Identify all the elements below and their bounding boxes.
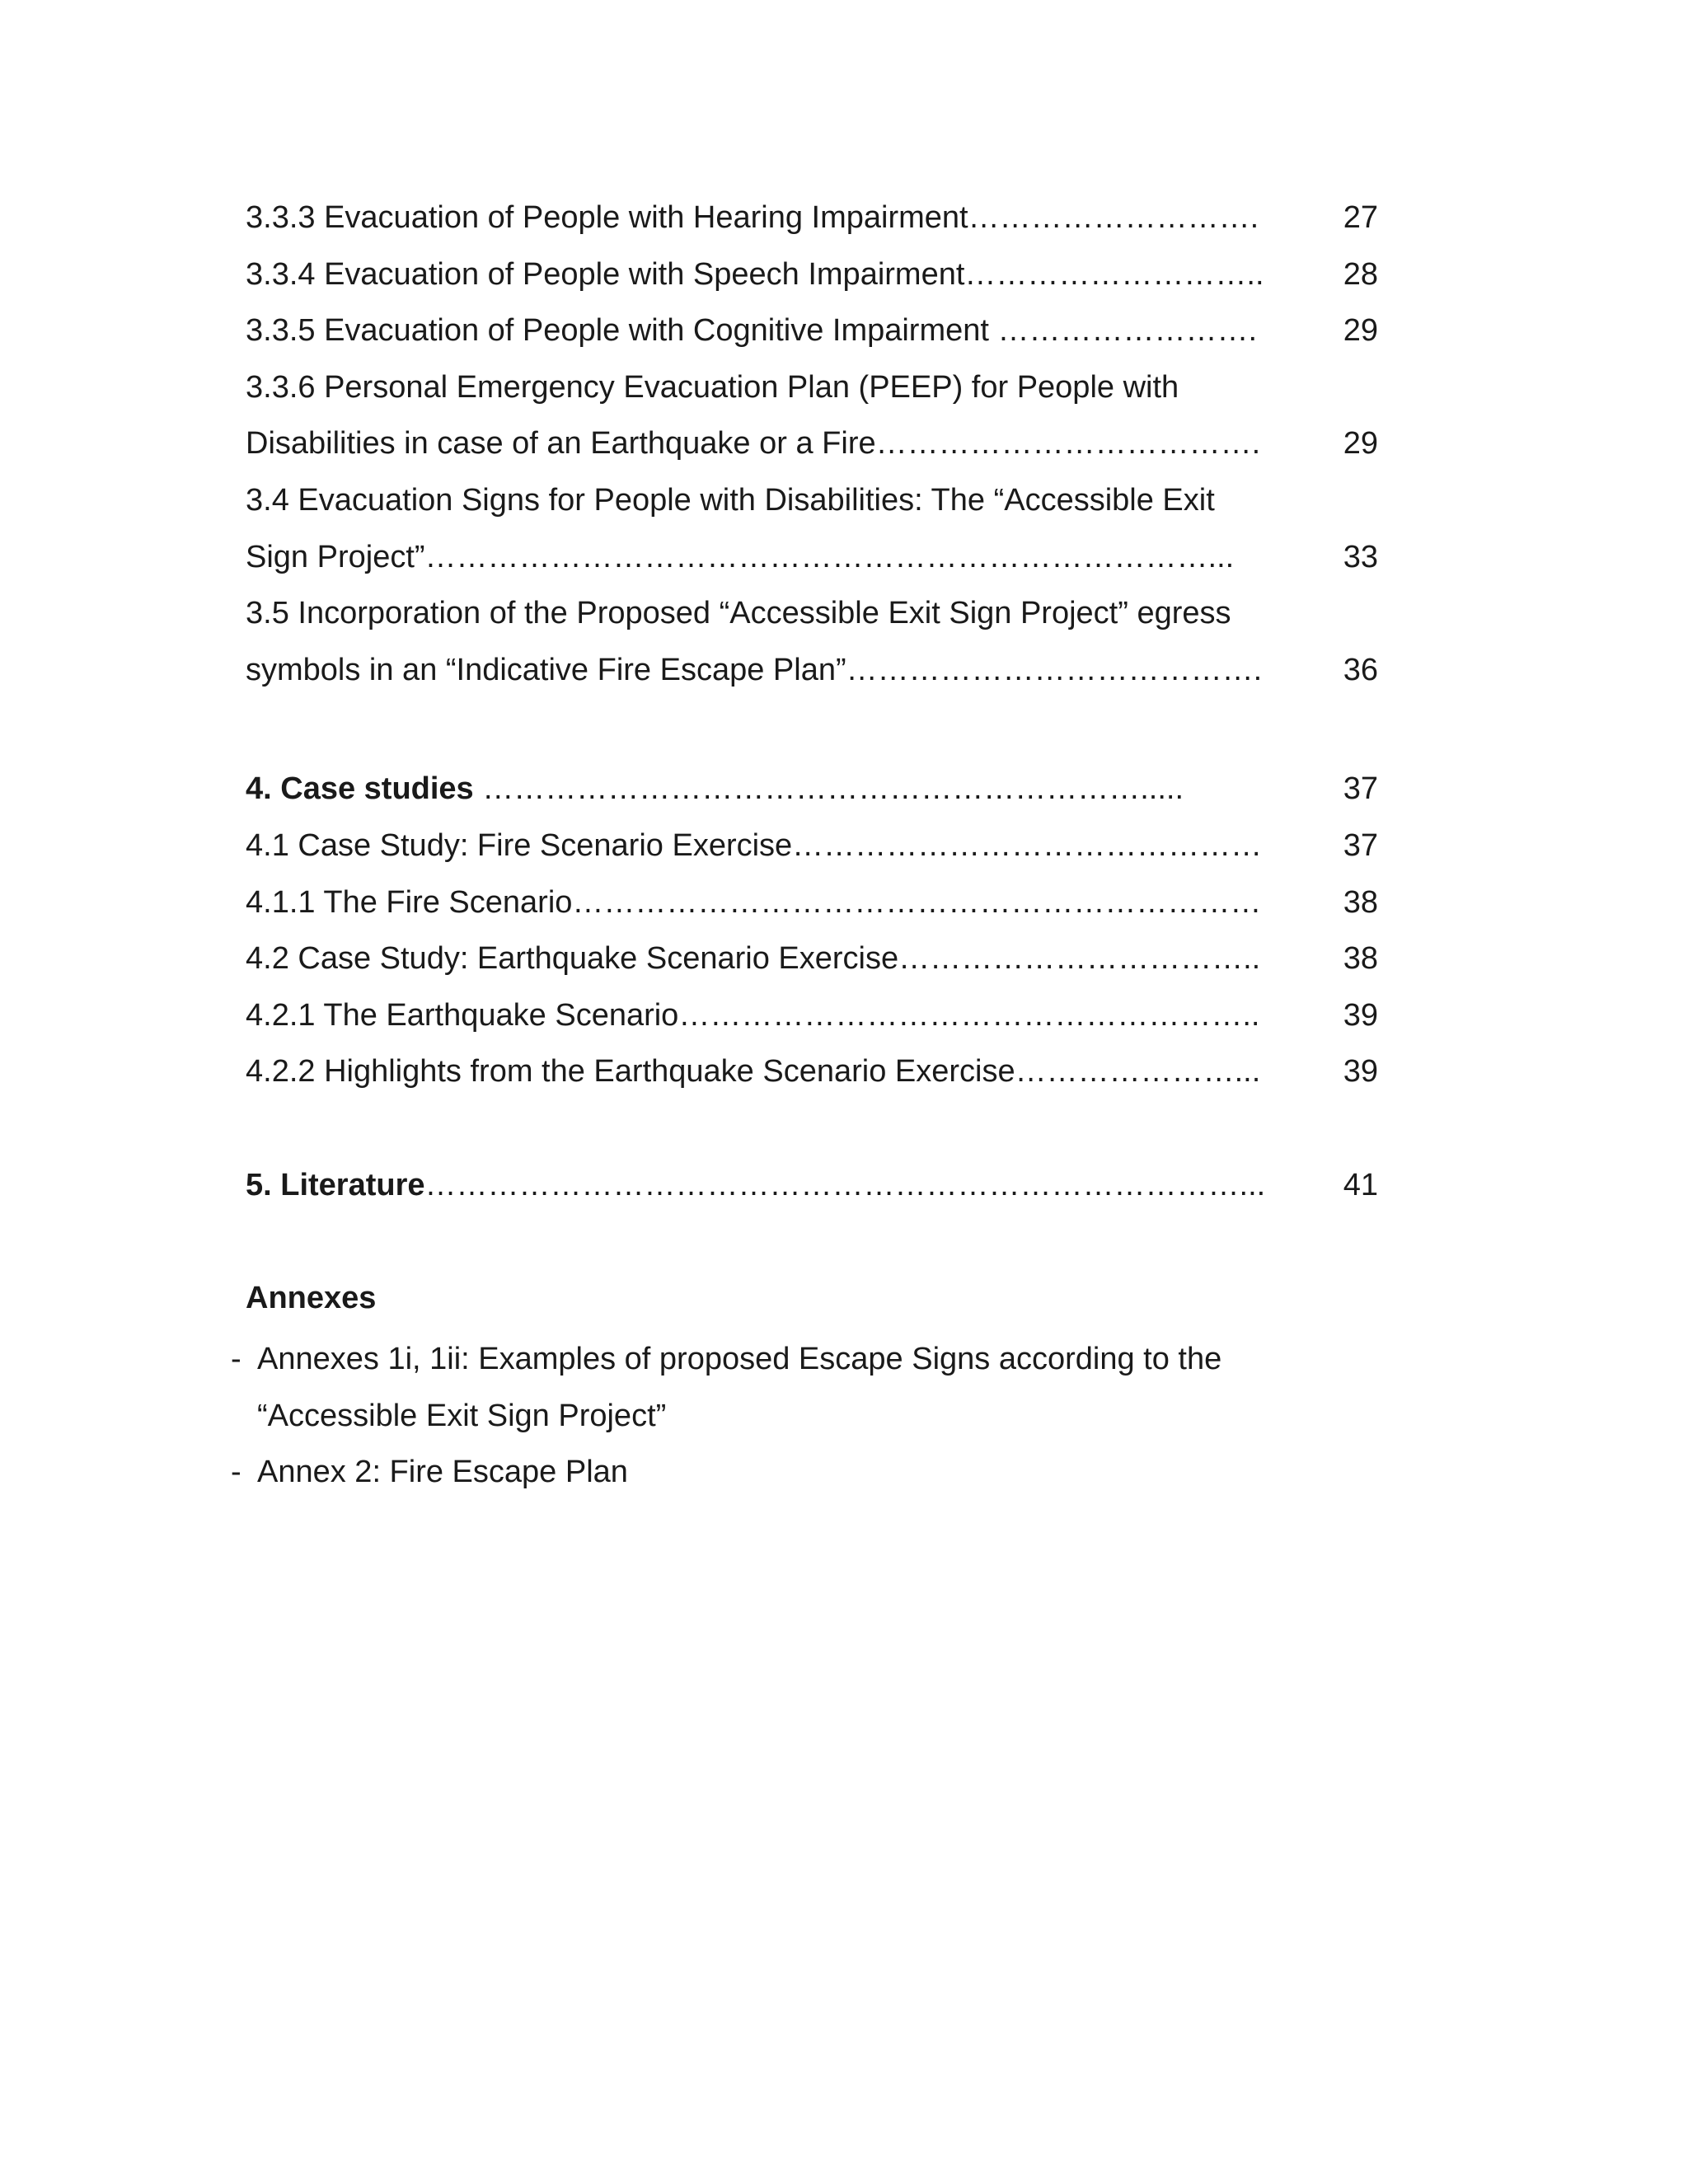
toc-entry-page: 28	[1343, 256, 1378, 292]
toc-entry-title: 3.3.3 Evacuation of People with Hearing Impairment……………………….	[246, 200, 1259, 235]
toc-entry-page: 38	[1343, 941, 1378, 977]
toc-entry-page: 36	[1343, 652, 1378, 687]
annex-item	[231, 1444, 1391, 1501]
toc-entry-title: 3.5 Incorporation of the Proposed “Accessible Exit Sign Project” egress	[246, 596, 1231, 631]
toc-entry	[246, 477, 1391, 534]
toc-entry-title: 3.3.6 Personal Emergency Evacuation Plan (PEEP) for People with	[246, 369, 1179, 405]
toc-entry-title: symbols in an “Indicative Fire Escape Plan”………………………………….	[246, 652, 1263, 687]
toc-entry-title: 4.1.1 The Fire Scenario…………………………………………………………	[246, 884, 1262, 920]
toc-section-heading	[246, 1162, 1391, 1219]
toc-entry-page: 29	[1343, 426, 1378, 462]
toc-entry	[246, 1048, 1391, 1105]
annexes-heading: Annexes	[246, 1280, 377, 1315]
section-spacer	[246, 1105, 1391, 1162]
annexes-list	[231, 1331, 1391, 1501]
toc-entry	[246, 935, 1391, 992]
annex-item-line: Annex 2: Fire Escape Plan	[257, 1455, 628, 1490]
toc-entry-title: 3.3.5 Evacuation of People with Cognitive Impairment …………………….	[246, 313, 1258, 349]
toc-entry-title: Sign Project”…………………………………………………………………...	[246, 539, 1235, 574]
table-of-contents	[231, 194, 1391, 1501]
toc-entry	[246, 534, 1391, 591]
toc-entry	[246, 590, 1391, 647]
section-spacer	[246, 703, 1391, 766]
toc-entry-title: 4.2 Case Study: Earthquake Scenario Exercise……………………………..	[246, 941, 1261, 977]
toc-entry-title: 4.2.2 Highlights from the Earthquake Scenario Exercise…………………...	[246, 1054, 1261, 1090]
section-4-heading: 4. Case studies	[246, 771, 474, 807]
toc-entry	[246, 647, 1391, 704]
toc-entry-page: 39	[1343, 1054, 1378, 1090]
toc-entry	[246, 307, 1391, 364]
toc-entry-title: 3.4 Evacuation Signs for People with Disabilities: The “Accessible Exit	[246, 482, 1215, 518]
section-4-leader-dots: ……………………………………………………….....	[473, 771, 1184, 807]
section-spacer	[246, 1218, 1391, 1275]
toc-entry-page: 38	[1343, 884, 1378, 920]
toc-section-heading	[246, 766, 1391, 823]
toc-entry-title: Disabilities in case of an Earthquake or a Fire……………………………….	[246, 426, 1261, 462]
toc-entry-title: 4.1 Case Study: Fire Scenario Exercise………………………………………	[246, 827, 1263, 863]
toc-entry	[246, 194, 1391, 251]
toc-entry-page: 37	[1343, 771, 1378, 807]
toc-entry-page: 39	[1343, 997, 1378, 1033]
section-5-leader-dots: ……………………………………………………………………...	[424, 1167, 1266, 1202]
annex-item-line: “Accessible Exit Sign Project”	[257, 1398, 667, 1433]
toc-entry	[246, 364, 1391, 421]
annexes-heading-row	[246, 1275, 1391, 1332]
toc-entry	[246, 992, 1391, 1049]
toc-entry-page: 37	[1343, 827, 1378, 863]
bullet-dash: -	[231, 1342, 241, 1377]
toc-entry	[246, 420, 1391, 477]
annex-item-line: Annexes 1i, 1ii: Examples of proposed Escape Signs according to the	[257, 1342, 1222, 1377]
section-5-heading: 5. Literature	[246, 1167, 425, 1202]
bullet-dash: -	[231, 1455, 241, 1490]
annex-item	[231, 1331, 1391, 1444]
toc-entry-title: 4.2.1 The Earthquake Scenario………………………………………………..	[246, 997, 1260, 1033]
toc-entry	[246, 823, 1391, 879]
toc-entry-title: 3.3.4 Evacuation of People with Speech Impairment………………………..	[246, 256, 1264, 292]
toc-entry-page: 41	[1343, 1167, 1378, 1202]
toc-entry-page: 27	[1343, 200, 1378, 235]
toc-entry	[246, 251, 1391, 308]
toc-entry-page: 29	[1343, 313, 1378, 349]
toc-entry	[246, 879, 1391, 936]
toc-entry-page: 33	[1343, 539, 1378, 574]
